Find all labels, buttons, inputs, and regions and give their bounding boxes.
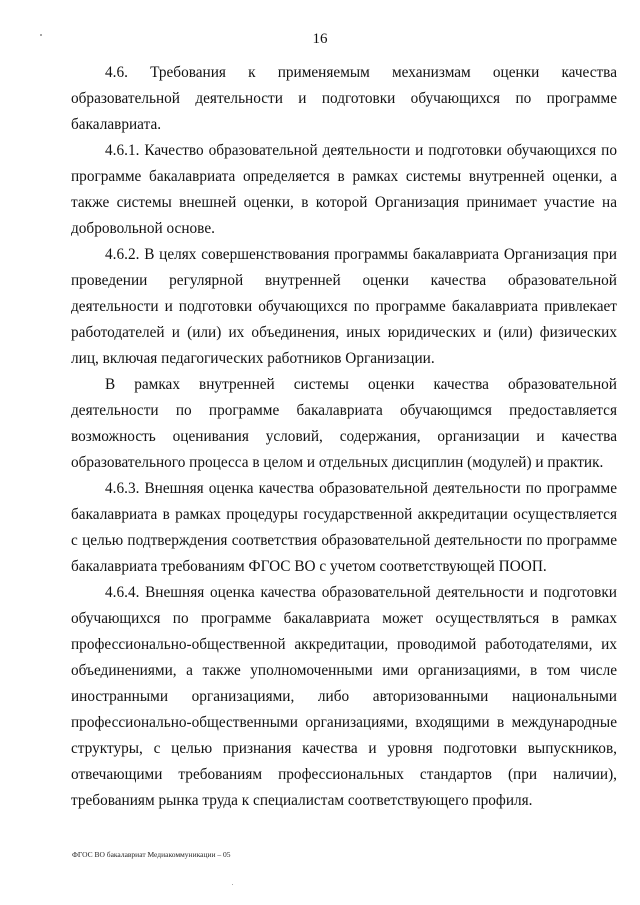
paragraph-4-6-4: 4.6.4. Внешняя оценка качества образовательной деятельности и подготовки обучающихся по программе бакалавриата может осуществляться в рамках профессионально-общественной аккредитации, проводимой работодателями, их объединениями, а также уполномоченными ими организациями, в том числе иностранными организациями, либо авторизованными национальными профессионально-общественными организациями, входящими в международные структуры, с целью признания качества и уровня подготовки выпускников, отвечающими требованиям профессиональных стандартов (при наличии), требованиям рынка труда к специалистам соответствующего профиля. bbox=[71, 584, 617, 809]
paragraph-4-6-2: 4.6.2. В целях совершенствования программы бакалавриата Организация при проведении регулярной внутренней оценки качества образовательной деятельности и подготовки обучающихся по программе бакалавриата привлекает работодателей и (или) их объединения, иных юридических и (или) физических лиц, включая педагогических работников Организации. bbox=[71, 246, 617, 367]
paragraph-4-6-3: 4.6.3. Внешняя оценка качества образовательной деятельности по программе бакалавриата в рамках процедуры государственной аккредитации осуществляется с целью подтверждения соответствия образовательной деятельности по программе бакалавриата требованиям ФГОС ВО с учетом соответствующей ПООП. bbox=[71, 480, 617, 575]
paragraph-internal-assessment: В рамках внутренней системы оценки качества образовательной деятельности по программе бакалавриата обучающимся предоставляется возможность оценивания условий, содержания, организации и качества образовательного процесса в целом и отдельных дисциплин (модулей) и практик. bbox=[71, 376, 617, 471]
paragraph-4-6-1: 4.6.1. Качество образовательной деятельности и подготовки обучающихся по программе бакалавриата определяется в рамках системы внутренней оценки, а также системы внешней оценки, в которой Организация принимает участие на добровольной основе. bbox=[71, 142, 617, 237]
scan-speck bbox=[232, 884, 233, 885]
paragraph-4-6: 4.6. Требования к применяемым механизмам оценки качества образовательной деятельности и подготовки обучающихся по программе бакалавриата. bbox=[71, 64, 617, 133]
document-body bbox=[71, 60, 617, 814]
page-footer: ФГОС ВО бакалавриат Медиакоммуникации – 05 bbox=[72, 850, 231, 859]
scan-speck bbox=[40, 34, 42, 36]
page-number: 16 bbox=[312, 31, 328, 47]
